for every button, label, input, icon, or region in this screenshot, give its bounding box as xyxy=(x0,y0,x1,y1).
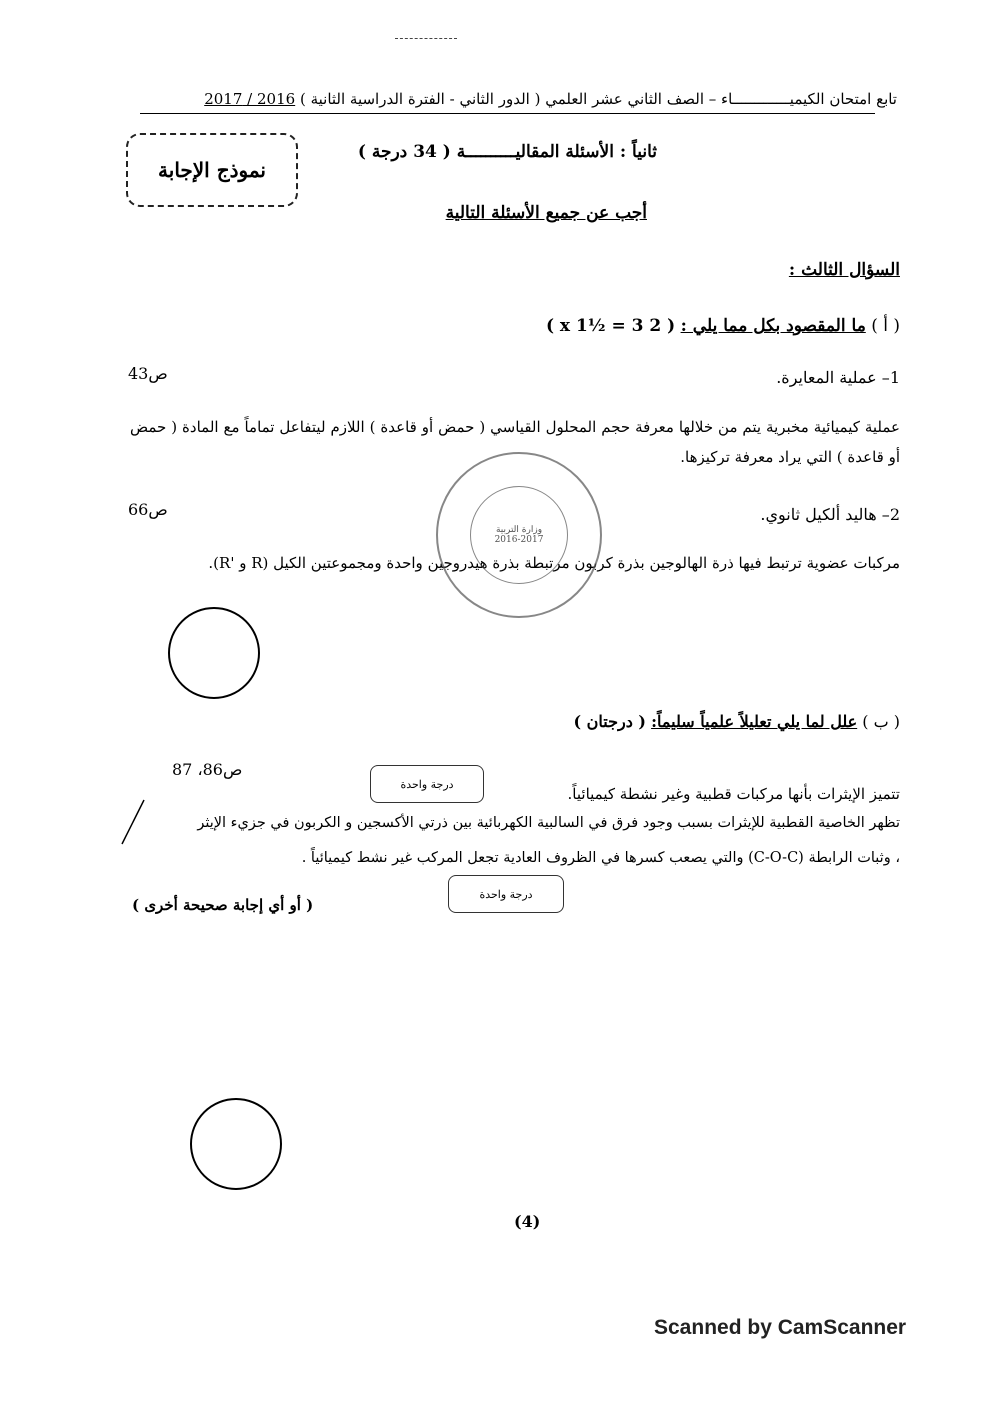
grade-box-2: درجة واحدة xyxy=(448,875,564,913)
part-b-answer-line-1: تظهر الخاصية القطبية للإيثرات بسبب وجود فرق في السالبية الكهربائية بين ذرتي الأكسجين و الكربون في جزيء الإيثر xyxy=(197,815,900,831)
part-b-marks: ( درجتان ) xyxy=(573,712,646,731)
page-number: (4) xyxy=(514,1212,541,1231)
margin-slash-mark xyxy=(118,798,148,848)
exam-header xyxy=(157,90,897,108)
part-b-prefix: ( ب ) xyxy=(862,712,900,731)
part-b-answer-line-2: ، وثبات الرابطة (C-O-C) والتي يصعب كسرها في الظروف العادية تجعل المركب غير نشط كيميائياً . xyxy=(301,850,900,866)
question-3-title: السؤال الثالث : xyxy=(788,260,900,280)
grade-circle-1 xyxy=(168,607,260,699)
stamp-emblem xyxy=(470,486,568,584)
exam-header-text: تابع امتحان الكيميـــــــــــــاء – الصف الثاني عشر العلمي ( الدور الثاني - الفترة الدراسية الثانية ) xyxy=(299,90,897,108)
item-2-answer: مركبات عضوية ترتبط فيها ذرة الهالوجين بذرة كربون مرتبطة بذرة هيدروجين واحدة ومجموعتين الكيل (R و 'R). xyxy=(208,554,900,572)
top-dash-line xyxy=(395,38,457,39)
section-title: ثانياً : الأسئلة المقاليــــــــــة ( 34 درجة ) xyxy=(357,142,657,162)
part-a-marks: ( 2 x 1½ = 3 ) xyxy=(545,316,676,336)
grade-box-1: درجة واحدة xyxy=(370,765,484,803)
item-2-page-ref: ص66 xyxy=(128,500,168,519)
part-b-heading xyxy=(574,712,901,731)
part-a-label: ما المقصود بكل مما يلي : xyxy=(680,316,866,336)
ministry-stamp xyxy=(436,452,602,618)
item-1-page-ref: ص43 xyxy=(128,364,168,383)
section-instruction: أجب عن جميع الأسئلة التالية xyxy=(445,203,647,223)
item-2-term: 2– هاليد ألكيل ثانوي. xyxy=(760,505,900,524)
part-b-label: علل لما يلي تعليلاً علمياً سليماً: xyxy=(651,712,858,731)
part-b-page-ref: ص86، 87 xyxy=(172,760,243,779)
part-a-prefix: ( أ ) xyxy=(871,316,900,336)
part-b-statement: تتميز الإيثرات بأنها مركبات قطبية وغير نشطة كيميائياً. xyxy=(567,785,900,803)
grade-circle-2 xyxy=(190,1098,282,1190)
stamp-year: 2016-2017 xyxy=(494,535,544,545)
stamp-text: وزارة التربية xyxy=(495,525,543,535)
header-rule xyxy=(140,113,875,114)
alt-answer-note: ( أو أي إجابة صحيحة أخرى ) xyxy=(132,896,314,914)
answer-model-box: نموذج الإجابة xyxy=(126,133,298,207)
part-a-heading xyxy=(546,316,900,336)
item-1-answer: عملية كيميائية مخبرية يتم من خلالها معرفة حجم المحلول القياسي ( حمض أو قاعدة ) اللازم ليتفاعل تماماً مع المادة ( حمض أو قاعدة ) التي يراد معرفة تركيزها. xyxy=(130,418,900,466)
camscanner-watermark: Scanned by CamScanner xyxy=(654,1316,907,1339)
item-1-term: 1– عملية المعايرة. xyxy=(776,368,900,387)
exam-year: 2016 / 2017 xyxy=(204,90,296,108)
